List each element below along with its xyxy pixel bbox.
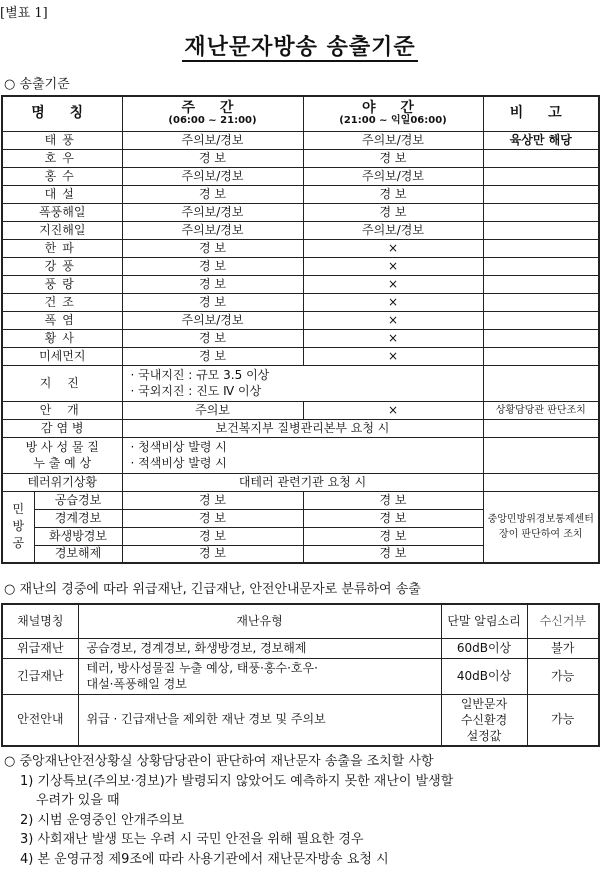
list-item-continued: 우려가 있을 때 — [36, 793, 120, 808]
table-row — [2, 203, 599, 221]
table-row-terror — [2, 473, 599, 491]
table-row — [2, 149, 599, 167]
list-item: 3) 사회재난 발생 또는 우려 시 국민 안전을 위해 필요한 경우 — [20, 832, 364, 847]
row-night: 경 보 — [303, 203, 483, 221]
table-row — [2, 347, 599, 365]
row-alarm-line: 설정값 — [466, 728, 502, 743]
row-day: 경 보 — [122, 347, 303, 365]
row-name: 지진해일 — [2, 221, 122, 239]
header-night-label: 야 간 — [362, 99, 424, 116]
row-day: 주의보/경보 — [122, 167, 303, 185]
row-name: 태풍 — [2, 131, 122, 149]
row-name: 홍수 — [2, 167, 122, 185]
quake-criteria — [122, 365, 483, 401]
title-text: 재난문자방송 송출기준 — [184, 35, 416, 60]
row-night: × — [303, 311, 483, 329]
civil-char: 민 — [12, 502, 25, 517]
row-name: 강풍 — [2, 257, 122, 275]
row-day: 경 보 — [122, 257, 303, 275]
row-type — [78, 658, 441, 694]
row-night: × — [303, 275, 483, 293]
row-night: × — [303, 239, 483, 257]
table-row — [2, 694, 599, 746]
header-type: 재난유형 — [78, 604, 441, 638]
row-alarm-line: 수신환경 — [460, 712, 508, 727]
criteria-rows — [2, 131, 599, 365]
row-day: 경 보 — [122, 275, 303, 293]
row-name-line: 누 출 예 상 — [33, 456, 92, 470]
header-day-time: (06:00 ~ 21:00) — [168, 114, 257, 126]
criteria-table — [1, 95, 600, 564]
row-name: 건조 — [2, 293, 122, 311]
row-name: 폭풍해일 — [2, 203, 122, 221]
row-merged-value: 대테러 관련기관 요청 시 — [122, 473, 483, 491]
row-name — [2, 437, 122, 473]
radiation-blue: · 청색비상 발령 시 — [130, 440, 227, 454]
row-name-line: 방 사 성 물 질 — [25, 440, 99, 454]
quake-foreign: · 국외지진 : 진도 Ⅳ 이상 — [130, 384, 262, 398]
row-note — [483, 257, 599, 275]
table-row — [2, 329, 599, 347]
annex-label: [별표 1] — [0, 6, 48, 21]
row-merged-value: 보건복지부 질병관리본부 요청 시 — [122, 419, 483, 437]
row-note — [483, 275, 599, 293]
table-row-quake — [2, 365, 599, 401]
header-reject: 수신거부 — [527, 604, 599, 638]
table-row — [2, 131, 599, 149]
header-channel: 채널명칭 — [2, 604, 78, 638]
radiation-red: · 적색비상 발령 시 — [130, 456, 227, 470]
row-day: 주의보/경보 — [122, 221, 303, 239]
row-day: 경 보 — [122, 293, 303, 311]
row-name: 풍랑 — [2, 275, 122, 293]
header-name: 명 칭 — [2, 96, 122, 131]
row-name: 폭염 — [2, 311, 122, 329]
civil-note: 중앙민방위경보통제센터장이 판단하여 조치 — [483, 491, 599, 563]
row-alarm-line: 일반문자 — [460, 696, 508, 711]
header-alarm: 단말 알림소리 — [441, 604, 527, 638]
list-item: 4) 본 운영규정 제9조에 따라 사용기관에서 재난문자방송 요청 시 — [20, 851, 389, 867]
row-name: 황사 — [2, 329, 122, 347]
row-note — [483, 311, 599, 329]
table-row-civil — [2, 491, 599, 509]
row-night: × — [303, 347, 483, 365]
row-channel: 안전안내 — [2, 694, 78, 746]
row-channel: 위급재난 — [2, 638, 78, 658]
row-day: 경 보 — [122, 491, 303, 509]
header-day-label: 주 간 — [181, 99, 244, 116]
table-row-radiation — [2, 437, 599, 473]
row-note — [483, 239, 599, 257]
table-header-row — [2, 96, 599, 131]
row-day: 경 보 — [122, 329, 303, 347]
row-day: 경 보 — [122, 527, 303, 545]
table-row — [2, 658, 599, 694]
row-type: 위급 · 긴급재난을 제외한 재난 경보 및 주의보 — [78, 694, 441, 746]
section-heading-classification: ○ 재난의 경중에 따라 위급재난, 긴급재난, 안전안내문자로 분류하여 송출 — [4, 582, 421, 597]
row-note: 육상만 해당 — [483, 131, 599, 149]
row-alarm: 40dB이상 — [441, 658, 527, 694]
row-night: 주의보/경보 — [303, 167, 483, 185]
table-row — [2, 293, 599, 311]
table-header-row — [2, 604, 599, 638]
row-night: 경 보 — [303, 527, 483, 545]
row-night: × — [303, 401, 483, 419]
officer-judgement-list — [4, 752, 598, 869]
row-night: 주의보/경보 — [303, 221, 483, 239]
row-night: × — [303, 257, 483, 275]
row-night: 경 보 — [303, 509, 483, 527]
row-day: 경 보 — [122, 185, 303, 203]
row-night: × — [303, 329, 483, 347]
civil-defense-label — [2, 491, 34, 563]
row-day: 주의보/경보 — [122, 131, 303, 149]
row-name: 안 개 — [2, 401, 122, 419]
row-note — [483, 329, 599, 347]
row-night: × — [303, 293, 483, 311]
row-name: 감 염 병 — [2, 419, 122, 437]
civil-char: 방 — [12, 519, 25, 534]
row-day: 경 보 — [122, 239, 303, 257]
header-note: 비 고 — [483, 96, 599, 131]
row-note — [483, 293, 599, 311]
list-heading: ○ 중앙재난안전상황실 상황담당관이 판단하여 재난문자 송출을 조치할 사항 — [4, 754, 434, 769]
row-night: 경 보 — [303, 149, 483, 167]
row-name: 한파 — [2, 239, 122, 257]
row-name: 경계경보 — [34, 509, 122, 527]
civil-char: 공 — [12, 536, 25, 551]
row-name: 미세먼지 — [2, 347, 122, 365]
row-channel: 긴급재난 — [2, 658, 78, 694]
row-note — [483, 203, 599, 221]
row-day: 주의보/경보 — [122, 203, 303, 221]
section-heading-criteria: ○ 송출기준 — [4, 77, 70, 92]
table-row — [2, 311, 599, 329]
row-night: 경 보 — [303, 185, 483, 203]
quake-domestic: · 국내지진 : 규모 3.5 이상 — [130, 368, 270, 382]
row-reject: 가능 — [527, 694, 599, 746]
list-item: 2) 시범 운영중인 안개주의보 — [20, 812, 184, 828]
row-reject: 가능 — [527, 658, 599, 694]
table-row-fog — [2, 401, 599, 419]
channel-table — [1, 603, 600, 747]
table-row — [2, 257, 599, 275]
table-row — [2, 221, 599, 239]
row-note — [483, 185, 599, 203]
row-night: 경 보 — [303, 545, 483, 563]
row-note — [483, 473, 599, 491]
row-name: 테러위기상황 — [2, 473, 122, 491]
row-name: 경보해제 — [34, 545, 122, 563]
row-night: 경 보 — [303, 491, 483, 509]
table-row — [2, 239, 599, 257]
row-note — [483, 167, 599, 185]
radiation-criteria — [122, 437, 483, 473]
row-day: 경 보 — [122, 509, 303, 527]
row-type: 공습경보, 경계경보, 화생방경보, 경보해제 — [78, 638, 441, 658]
row-name: 대설 — [2, 185, 122, 203]
table-row — [2, 275, 599, 293]
row-name: 지 진 — [2, 365, 122, 401]
table-row — [2, 638, 599, 658]
row-note — [483, 149, 599, 167]
row-note — [483, 221, 599, 239]
list-item: 1) 기상특보(주의보·경보)가 발령되지 않았어도 예측하지 못한 재난이 발생할 — [20, 773, 454, 789]
row-night: 주의보/경보 — [303, 131, 483, 149]
row-alarm: 60dB이상 — [441, 638, 527, 658]
row-note — [483, 347, 599, 365]
header-night-time: (21:00 ~ 익일06:00) — [339, 114, 447, 126]
row-name: 화생방경보 — [34, 527, 122, 545]
row-name: 호우 — [2, 149, 122, 167]
row-day: 주의보/경보 — [122, 311, 303, 329]
row-note: 상황담당관 판단조치 — [483, 401, 599, 419]
table-row-epidemic — [2, 419, 599, 437]
row-type-line: 대설·폭풍해일 경보 — [86, 677, 187, 691]
row-alarm — [441, 694, 527, 746]
row-note — [483, 419, 599, 437]
row-day: 경 보 — [122, 149, 303, 167]
row-name: 공습경보 — [34, 491, 122, 509]
row-day: 경 보 — [122, 545, 303, 563]
row-note — [483, 365, 599, 401]
row-reject: 불가 — [527, 638, 599, 658]
row-note — [483, 437, 599, 473]
table-row — [2, 185, 599, 203]
row-type-line: 테러, 방사성물질 누출 예상, 태풍·홍수·호우· — [86, 661, 318, 675]
header-day — [122, 96, 303, 131]
table-row — [2, 167, 599, 185]
header-night — [303, 96, 483, 131]
page-title — [0, 30, 600, 61]
row-day: 주의보 — [122, 401, 303, 419]
